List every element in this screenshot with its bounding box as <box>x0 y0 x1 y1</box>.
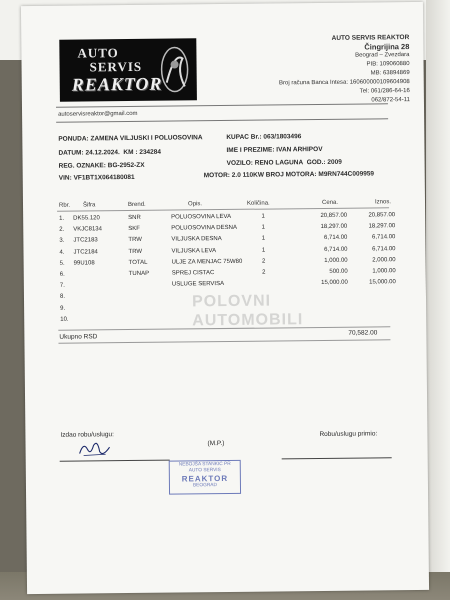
cell-cena: 20,857.00 <box>320 212 348 219</box>
cell-cena: 15,000.00 <box>321 279 348 287</box>
company-email: autoservisreaktor@gmail.com <box>58 110 138 118</box>
cell-opis: VILJUSKA LEVA <box>171 247 217 255</box>
header-kolicina: Količina. <box>246 200 270 207</box>
table-row <box>58 257 396 269</box>
cell-rbr: 10. <box>60 316 69 323</box>
cell-kolicina: 1 <box>261 247 266 254</box>
motor-field <box>204 170 374 179</box>
header-cena: Cena. <box>321 199 339 206</box>
cell-iznos <box>340 291 396 292</box>
motor-value: 2.0 110KW <box>231 171 264 179</box>
name-field <box>226 146 322 154</box>
issuer-signature <box>75 437 115 459</box>
vin-field <box>59 174 135 182</box>
company-info <box>278 33 410 106</box>
company-bank: Broj računa Banca Intesa: 160600000109604908 <box>278 79 410 87</box>
reg-value: BG-2952-ZX <box>107 161 145 170</box>
table-row <box>57 212 396 224</box>
stamp-line-4: BEOGRAD <box>192 483 217 489</box>
cell-iznos <box>340 302 396 303</box>
date-value: 24.12.2024. <box>85 149 120 157</box>
offer-label: PONUDA: <box>58 135 89 143</box>
vehicle-value: RENO LAGUNA <box>254 159 304 167</box>
cell-rbr: 2. <box>59 226 65 233</box>
issuer-signature-line <box>60 460 170 462</box>
cell-rbr: 8. <box>59 294 66 301</box>
cell-opis: POLUOSOVINA LEVA <box>171 213 232 221</box>
customer-field <box>226 133 301 141</box>
table-row <box>57 234 396 247</box>
cell-cena: 6,714.00 <box>324 246 348 253</box>
year-label: GOD.: <box>306 158 326 167</box>
reg-field <box>59 162 145 170</box>
cell-brend: TOTAL <box>128 259 148 266</box>
header-sifra: Šifra <box>82 202 96 209</box>
cell-brend: TRW <box>128 237 142 244</box>
cell-sifra: JTC2183 <box>73 237 98 244</box>
table-header-divider <box>57 207 389 211</box>
km-value: 234284 <box>139 148 162 156</box>
company-stamp <box>169 460 241 495</box>
header-opis: Opis. <box>187 201 203 208</box>
header-rbr: Rbr. <box>58 202 71 209</box>
engine-number-label: BROJ MOTORA: <box>265 171 317 179</box>
logo-line-1: AUTO <box>77 45 119 61</box>
cell-opis: SPREJ CISTAC <box>171 270 215 277</box>
km-label: KM : <box>123 148 138 157</box>
logo-line-3: REAKTOR <box>71 73 163 95</box>
cell-iznos: 1,000.00 <box>372 268 396 275</box>
cell-iznos: 6,714.00 <box>372 245 396 253</box>
table-row <box>57 223 396 235</box>
cell-opis: ULJE ZA MENJAC 75W80 <box>171 258 243 266</box>
receiver-signature-line <box>282 457 392 459</box>
company-name: AUTO SERVIS REAKTOR <box>331 34 410 42</box>
table-row <box>58 268 396 280</box>
cell-iznos: 15,000.00 <box>369 279 396 286</box>
logo-line-2: SERVIS <box>89 58 143 75</box>
cell-cena: 1,000.00 <box>324 257 348 264</box>
name-label: IME I PREZIME: <box>226 146 275 154</box>
cell-brend: TRW <box>128 248 143 255</box>
watermark-line-1: POLOVNI <box>191 292 272 311</box>
total-label: Ukupno RSD <box>59 333 98 341</box>
offer-value: ZAMENA VILJUSKI I POLUOSOVINA <box>90 134 203 143</box>
stamp-line-1: NEBOJŠA STANKIĆ PR <box>178 461 231 468</box>
cell-rbr: 5. <box>59 260 65 267</box>
company-pib: PIB: 109060880 <box>366 61 410 68</box>
table-header <box>57 199 392 209</box>
offer-field <box>58 134 202 143</box>
name-value: IVAN ARHIPOV <box>276 145 323 154</box>
total-value: 70,582.00 <box>348 329 378 337</box>
cell-cena: 6,714.00 <box>323 235 348 242</box>
stamp-line-3: REAKTOR <box>181 473 229 484</box>
cell-rbr: 4. <box>59 249 65 256</box>
cell-sifra: 99U108 <box>73 260 95 267</box>
date-field <box>58 149 161 157</box>
cell-cena: 500.00 <box>329 268 348 275</box>
table-row <box>57 245 396 258</box>
cell-brend: SKF <box>128 226 140 233</box>
issuer-label: Izdao robu/uslugu: <box>60 431 114 439</box>
cell-sifra: DK55.120 <box>73 215 100 222</box>
stamp-line-2: AUTO SERVIS <box>188 468 221 474</box>
company-logo <box>59 38 197 101</box>
motor-label: MOTOR: <box>203 171 231 180</box>
stamp-placeholder-label: (M.P.) <box>207 440 225 448</box>
header-brend: Brend. <box>127 201 146 209</box>
watermark <box>192 291 303 330</box>
cell-iznos: 2,000.00 <box>372 257 396 264</box>
vin-value: VF1BT1X064180081 <box>73 173 135 182</box>
cell-sifra: VKJC8134 <box>73 226 102 233</box>
table-row <box>58 279 396 291</box>
cell-rbr: 1. <box>59 215 65 222</box>
year-value: 2009 <box>327 158 342 166</box>
company-tel: Tel: 061/286-64-16 <box>359 88 410 95</box>
cell-rbr: 9. <box>60 305 66 312</box>
cell-kolicina: 1 <box>261 224 265 231</box>
total-divider <box>58 339 390 343</box>
company-tel2: 062/872-54-11 <box>371 97 410 104</box>
receiver-label: Robu/uslugu primio: <box>319 430 378 439</box>
cell-kolicina: 1 <box>261 235 266 243</box>
background-right <box>426 0 450 600</box>
email-divider <box>56 118 388 122</box>
header-iznos: Iznos. <box>374 199 392 206</box>
cell-iznos: 18,297.00 <box>368 223 396 230</box>
cell-iznos <box>340 313 396 314</box>
watermark-line-2: AUTOMOBILI <box>192 311 304 330</box>
cell-rbr: 3. <box>59 238 65 245</box>
customer-label: KUPAC Br.: <box>226 133 262 141</box>
reg-label: REG. OZNAKE: <box>58 162 106 170</box>
cell-cena: 18,297.00 <box>320 223 348 231</box>
reactor-emblem-icon <box>156 42 193 96</box>
cell-rbr: 6. <box>59 271 65 278</box>
cell-iznos: 6,714.00 <box>371 234 396 241</box>
company-mb: MB: 63894869 <box>370 70 410 77</box>
cell-kolicina: 1 <box>261 213 265 220</box>
vin-label: VIN: <box>58 174 72 182</box>
vehicle-label: VOZILO: <box>226 159 253 167</box>
cell-sifra: JTC2184 <box>73 248 98 256</box>
cell-kolicina: 2 <box>262 269 266 276</box>
cell-opis: USLUGE SERVISA <box>171 281 225 288</box>
cell-opis: POLUOSOVINA DESNA <box>171 225 237 232</box>
cell-iznos: 20,857.00 <box>368 212 396 219</box>
vehicle-field <box>227 159 342 167</box>
date-label: DATUM: <box>58 149 84 157</box>
cell-brend: TUNAP <box>128 270 150 278</box>
cell-kolicina: 2 <box>261 258 266 265</box>
engine-number-value: M9RN744C009959 <box>318 170 375 179</box>
invoice-sheet <box>21 2 429 594</box>
cell-brend: SNR <box>128 214 141 222</box>
cell-opis: VILJUSKA DESNA <box>171 236 222 243</box>
company-street: Čingrijina 28 <box>364 42 410 52</box>
customer-value: 063/1803496 <box>263 133 302 141</box>
cell-rbr: 7. <box>59 282 65 289</box>
company-city: Beograd – Zvezdara <box>355 52 410 59</box>
